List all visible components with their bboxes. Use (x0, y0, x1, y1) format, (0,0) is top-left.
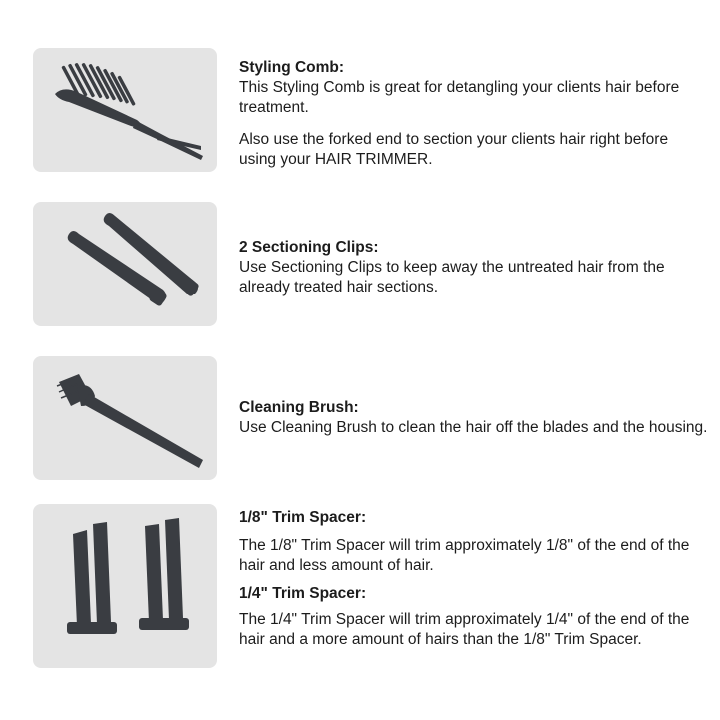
clips-icon (33, 202, 217, 326)
comb-icon (33, 48, 217, 172)
trim-spacers-image-panel (33, 504, 217, 668)
comb-image-panel (33, 48, 217, 172)
sectioning-clips-title: 2 Sectioning Clips: (239, 239, 379, 256)
sectioning-clips-desc: Use Sectioning Clips to keep away the untreated hair from the already treated hair sections. (239, 259, 665, 296)
brush-icon (33, 356, 217, 480)
trim-spacers-icon (33, 504, 217, 668)
trim-spacers-section (239, 508, 709, 650)
brush-image-panel (33, 356, 217, 480)
styling-comb-desc-2: Also use the forked end to section your clients hair right before using your HAIR TRIMMER. (239, 131, 669, 168)
trim-spacer-1-4-title: 1/4" Trim Spacer: (239, 585, 367, 602)
styling-comb-title: Styling Comb: (239, 59, 345, 76)
cleaning-brush-section (239, 398, 709, 438)
cleaning-brush-title: Cleaning Brush: (239, 399, 359, 416)
sectioning-clips-section (239, 238, 709, 298)
styling-comb-desc-1: This Styling Comb is great for detangling your clients hair before treatment. (239, 79, 680, 116)
trim-spacer-1-4-desc: The 1/4" Trim Spacer will trim approximately 1/4" of the end of the hair and a more amount of hairs than the 1/8" Trim Spacer. (239, 611, 690, 648)
trim-spacer-1-8-desc: The 1/8" Trim Spacer will trim approximately 1/8" of the end of the hair and less amount of hair. (239, 537, 690, 574)
cleaning-brush-desc: Use Cleaning Brush to clean the hair off the blades and the housing. (239, 419, 708, 436)
clips-image-panel (33, 202, 217, 326)
trim-spacer-1-8-title: 1/8" Trim Spacer: (239, 509, 367, 526)
styling-comb-section (239, 58, 709, 170)
